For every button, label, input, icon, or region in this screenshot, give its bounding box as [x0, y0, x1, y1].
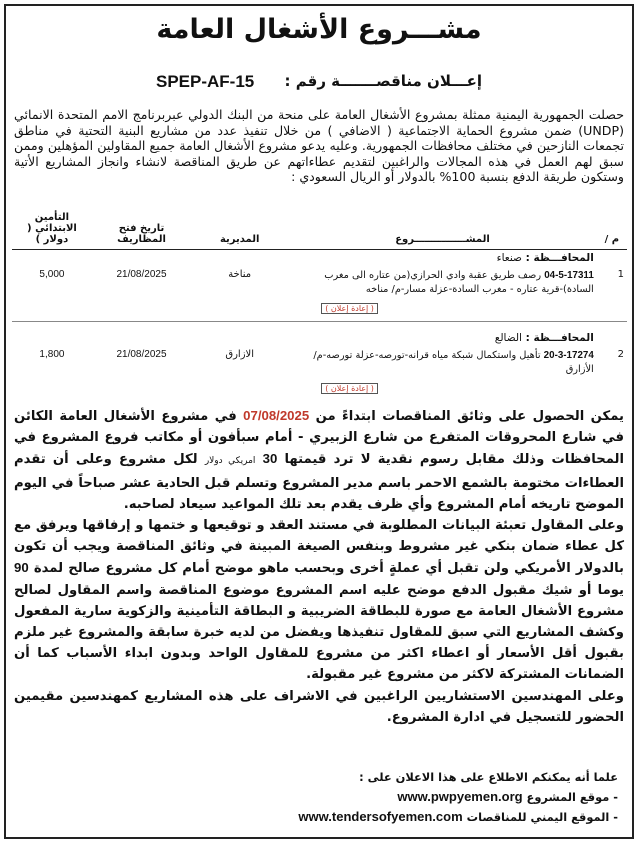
- row-insurance: 1,800: [39, 349, 65, 360]
- row-insurance: 5,000: [39, 269, 65, 280]
- announcement-label: إعـــلان مناقصـــــــة رقم :: [284, 72, 482, 90]
- header-insurance: التأمين الابتدائي ( دولار ): [12, 210, 92, 250]
- intro-paragraph: حصلت الجمهورية اليمنية ممثلة بمشروع الأشغال العامة على منحة من البنك الدولي عبربرنامج الامم المتحدة الانمائي (UNDP) ضمن مشروع الحماية الاجتماعية ( الاضافي ) من خلال تنفيذ عدد من مشاريع البنية التحتية في مناطق تجمعات النازحين في مختلف محافظات الجمهورية. وعليه يدعو مشروع الأشغال العامة جميع المقاولين المؤهلين وممن سبق لهم العمل في هذه المجالات والراغبين لتقديم عطاءاتهم عن طريق المناقصة لانشاء وانجاز المشاريع الأتية وستكون طريقة الدفع بنسبة 100% بالدولار أو الريال السعودي :: [14, 107, 624, 185]
- paragraph-documents: يمكن الحصول على وثائق المناقصات ابتداءً من 07/08/2025 في مشروع الأشغال العامة الكائن في شارع المحروقات المتفرع من شارع الزبيري - أمام سبأفون أو مكاتب فروع المشروع في المحافظات وذلك مقابل رسوم نقدية لا ترد قيمتها 30 امريكي دولار لكل مشروع وعلى أن تقدم العطاءات مختومة بالشمع الاحمر باسم مدير المشروع وتسلم قبل الحادية عشر صباحاً في اليوم الموضح تاريخه أمام المشروع وأي ظرف يقدم بعد تلك المواعيد سيعاد لصاحبه.: [14, 408, 625, 512]
- repeat-badge: ( إعادة إعلان ): [321, 383, 378, 394]
- project-description: رصف طريق عقبة وادي الحرازي(من عتاره الى مغرب السادة)-قرية عتاره - مغرب السادة-عزلة مسار-م/ مناخه: [324, 270, 594, 295]
- governorate-line: المحافـــظة : صنعاء: [496, 252, 594, 264]
- footer: [14, 768, 618, 827]
- tender-number: SPEP-AF-15: [156, 72, 255, 91]
- conditions-text: [14, 405, 624, 728]
- table-row: [12, 250, 627, 317]
- paragraph-guarantee: وعلى المقاول تعبئة البيانات المطلوبة في مستند العقد و توقيعها و ختمها و إرفاقها ويرفق مع كل عطاء ضمان بنكي غير مشروط وبنفس الصيغة المبينة في وثائق المناقصة ويجب أن تكون بالدولار الأمريكي ولن تقبل أي عملةٍ أخرى وبحسب ماهو موضح أمام كل مشروع صالح لمدة 90 يوما أو شيك مقبول الدفع موضح عليه اسم المشروع موضوع المناقصة واسم المقاول لصالح مشروع الأشغال العامة مع صورة للبطاقة الضريبية و البطاقة التأمينية والزكوية سارية المفعول وكشف المشاريع التي سبق للمقاول تنفيذها ويفضل من لديه خبرة سابقة والمشروع غير ملزم بقبول أقل الأسعار أو اعطاء اكثر من مشروع للمقاول الواحد وبدون ابداء الأسباب كما أن الضمانات المشتركة لاكثر من مشروع غير مقبولة.: [14, 518, 624, 683]
- paragraph-consultants: وعلى المهندسين الاستشاريين الراغبين في الاشراف على هذه المشاريع كمهندسين مقيمين الحضور للتسجيل في ادارة المشروع.: [14, 688, 624, 725]
- header-project: المشـــــــــــــــروع: [288, 210, 597, 250]
- tender-announcement: [156, 72, 482, 92]
- governorate-line: المحافـــظة : الضالع: [494, 332, 594, 344]
- project-description: تأهيل واستكمال شبكة مياه قرانه-تورصه-عزلة تورصه-م/ الأزارق: [313, 350, 594, 375]
- row-directorate: الازارق: [225, 349, 255, 360]
- repeat-badge: ( إعادة إعلان ): [321, 303, 378, 314]
- site2-link[interactable]: www.tendersofyemen.com: [298, 809, 463, 824]
- header-directorate: المديرية: [191, 210, 288, 250]
- row-project: [288, 322, 597, 397]
- site1-link[interactable]: www.pwpyemen.org: [397, 789, 523, 804]
- table-header-row: [12, 210, 627, 250]
- row-no: 2: [617, 349, 624, 360]
- header-no: م /: [597, 210, 627, 250]
- row-no: 1: [617, 269, 624, 280]
- project-code: 04-5-17311: [544, 270, 594, 281]
- footer-site-1: - موقع المشروع www.pwpyemen.org: [397, 789, 618, 804]
- project-code: 20-3-17274: [543, 350, 594, 361]
- fee-amount: 30: [262, 451, 278, 467]
- row-directorate: مناخة: [228, 269, 252, 280]
- tenders-table: [12, 210, 627, 396]
- table-row: [12, 322, 627, 397]
- fee-currency: امريكي دولار: [204, 456, 256, 467]
- page-title: مشـــروع الأشغال العامة: [156, 14, 482, 45]
- footer-site-2: - الموقع اليمني للمناقصات www.tendersofyemen.com: [298, 809, 618, 824]
- row-date: 21/08/2025: [116, 269, 167, 280]
- announcement-frame: [4, 4, 634, 839]
- start-date: 07/08/2025: [243, 408, 310, 423]
- header-opening-date: تاريخ فتح المظاريف: [92, 210, 191, 250]
- row-date: 21/08/2025: [116, 349, 167, 360]
- validity-days: 90: [14, 560, 29, 576]
- row-project: [288, 250, 597, 317]
- footer-note: علما أنه يمكنكم الاطلاع على هذا الاعلان على :: [359, 770, 618, 784]
